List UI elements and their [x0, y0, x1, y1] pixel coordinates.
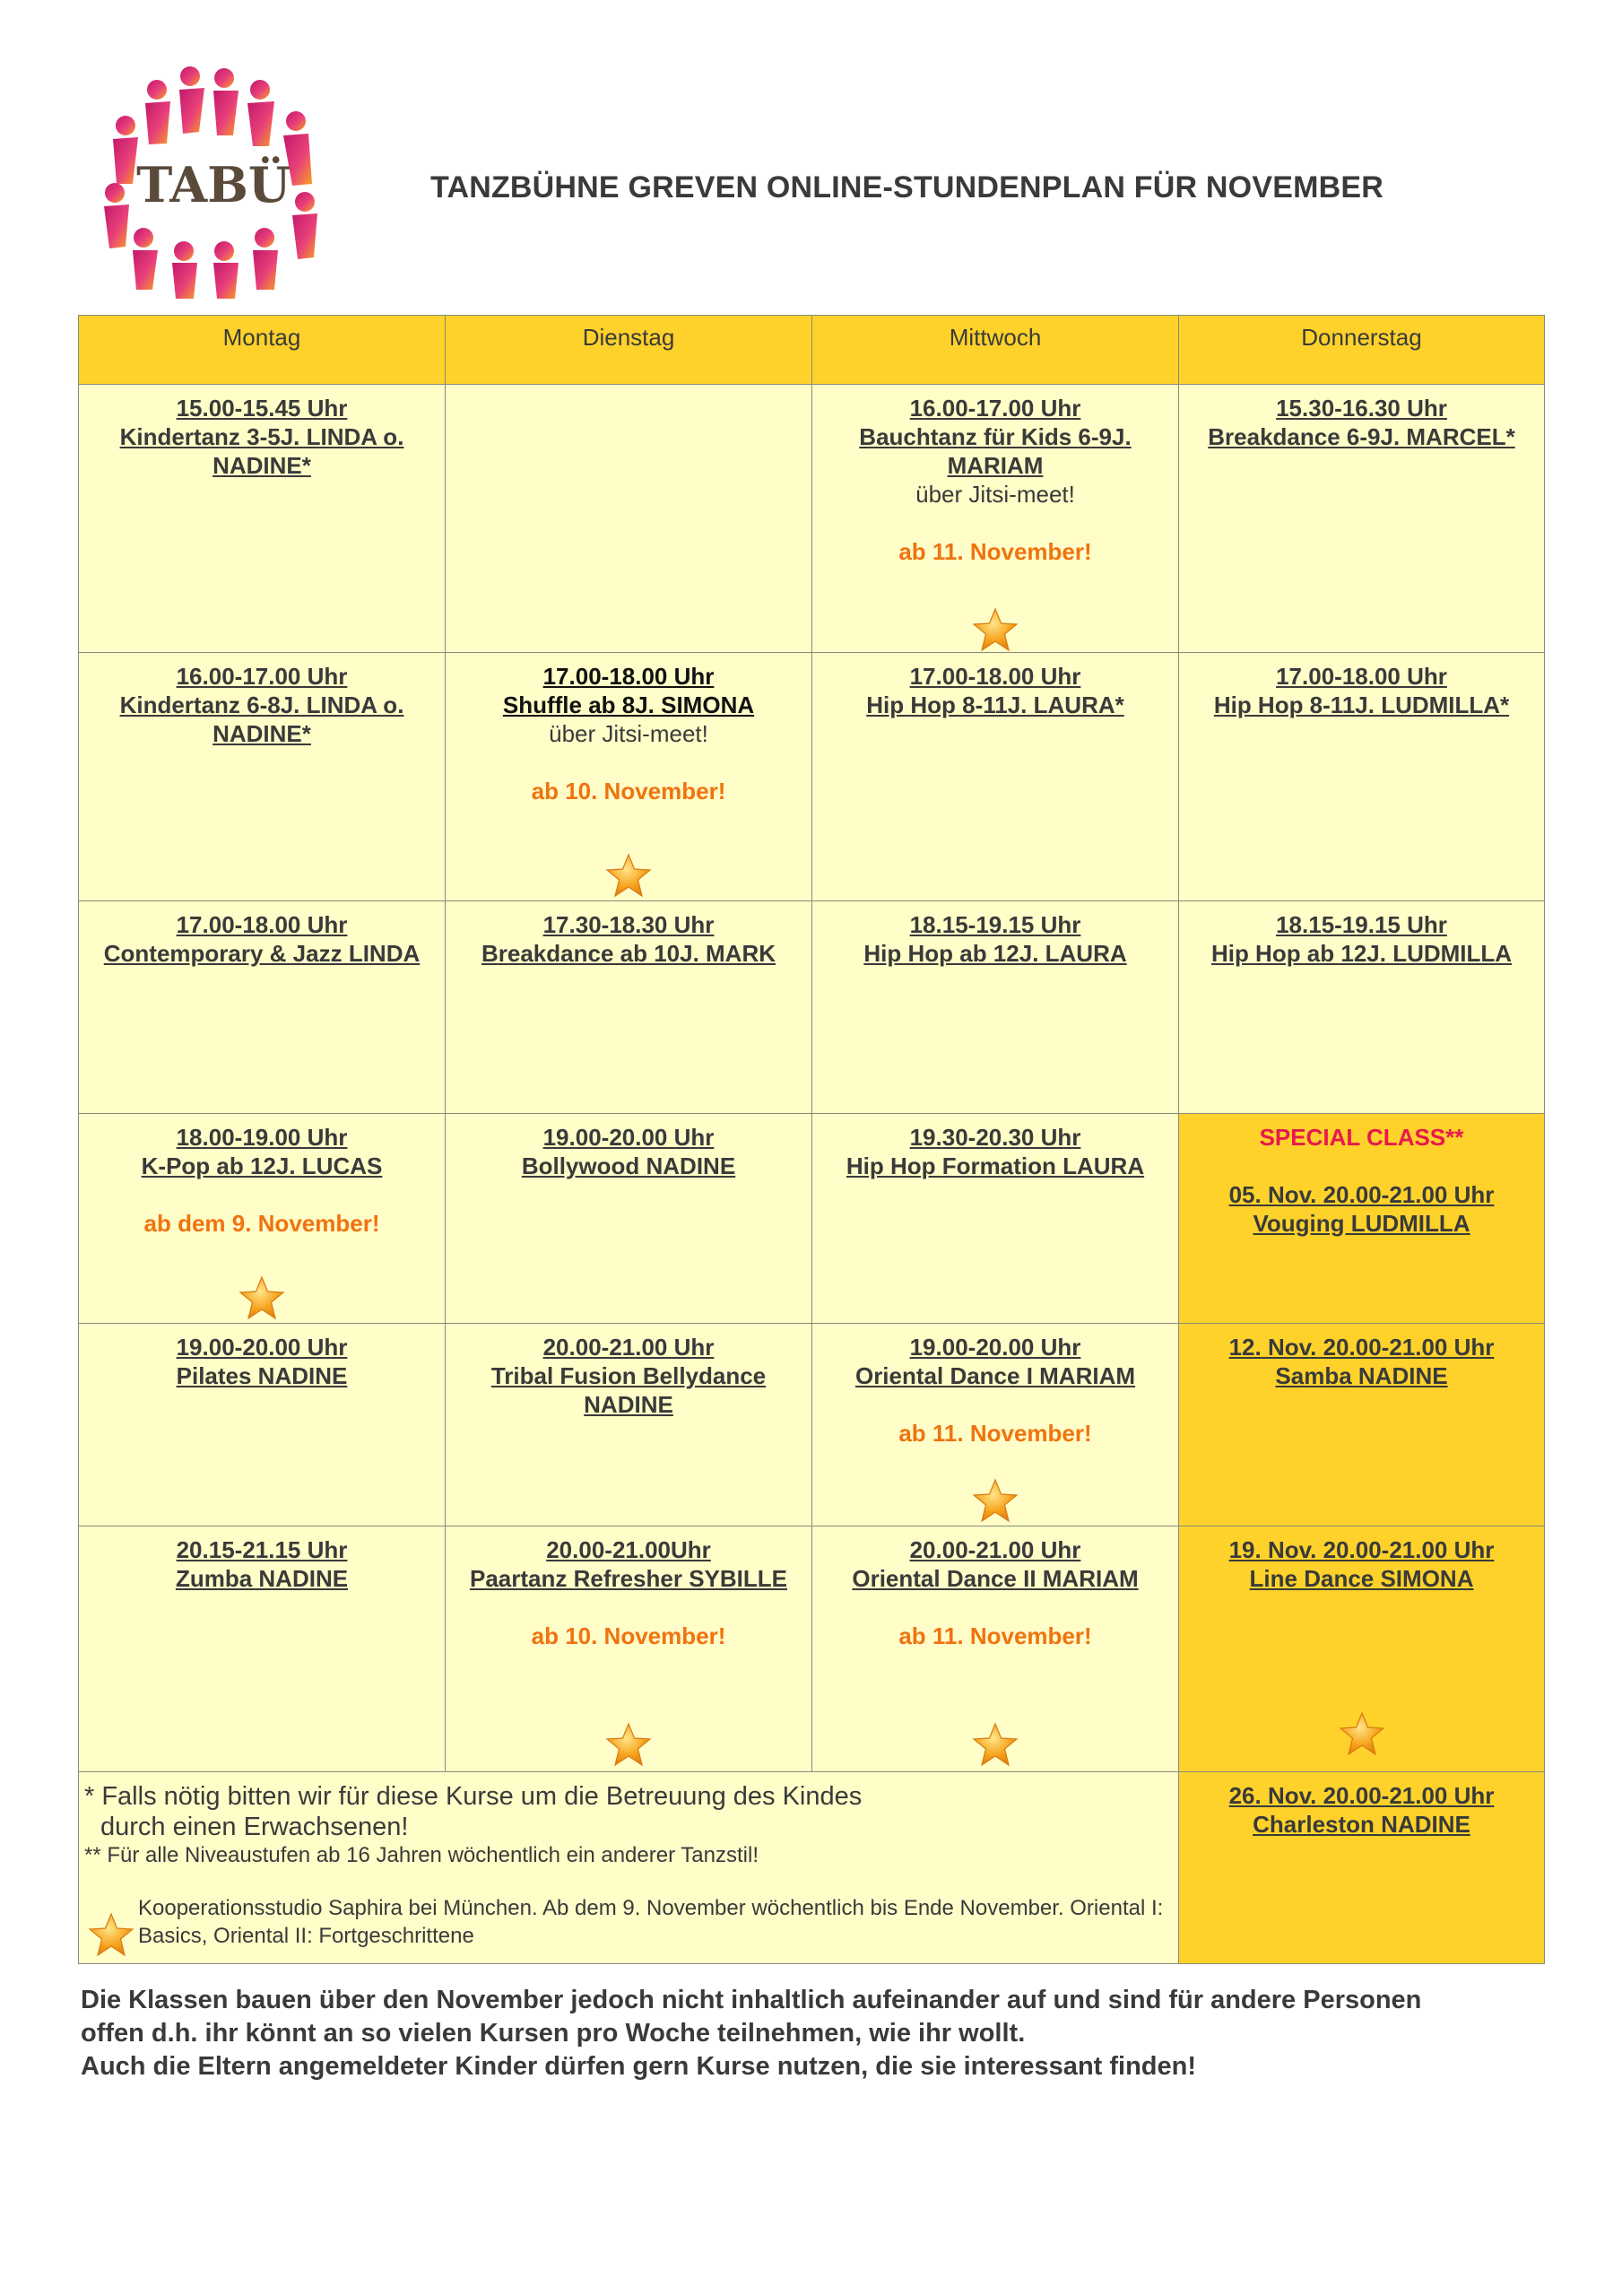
class-name: Breakdance 6-9J. MARCEL* [1208, 423, 1515, 450]
class-name: Tribal Fusion Bellydance NADINE [490, 1362, 767, 1418]
class-cell [812, 1526, 1179, 1772]
class-cell [812, 1324, 1179, 1526]
schedule-row [79, 1114, 1545, 1324]
footnote-asterisk-cont: durch einen Erwachsenen! [100, 1813, 409, 1841]
start-date: ab 11. November! [898, 1622, 1092, 1649]
star-icon [1339, 1711, 1385, 1756]
class-cell [1179, 1324, 1545, 1526]
header-row [79, 316, 1545, 385]
class-name: Hip Hop 8-11J. LAURA* [866, 691, 1124, 718]
class-cell [812, 1114, 1179, 1324]
class-cell [79, 1526, 446, 1772]
schedule-row [79, 653, 1545, 901]
class-name: Hip Hop Formation LAURA [846, 1152, 1145, 1179]
class-cell [446, 653, 812, 901]
star-icon [88, 1912, 134, 1957]
class-cell [1179, 385, 1545, 653]
class-name: Zumba NADINE [175, 1565, 349, 1592]
schedule-row [79, 385, 1545, 653]
day-header: Donnerstag [1179, 316, 1545, 385]
footnote-double-asterisk: ** Für alle Niveaustufen ab 16 Jahren wöchentlich ein anderer Tanzstil! [84, 1843, 759, 1867]
footer-row [79, 1772, 1545, 1964]
class-note: über Jitsi-meet! [915, 481, 1075, 508]
class-name: K-Pop ab 12J. LUCAS [141, 1152, 383, 1179]
schedule-table [78, 315, 1545, 1964]
class-cell [812, 653, 1179, 901]
class-time: 17.00-18.00 Uhr [542, 663, 715, 690]
class-name: Line Dance SIMONA [1249, 1565, 1474, 1592]
class-cell [446, 1526, 812, 1772]
schedule-row [79, 901, 1545, 1114]
star-footnote-text: Kooperationsstudio Saphira bei München. Ab dem 9. November wöchentlich bis Ende November. Oriental I: Basics, Oriental II: Fortgeschrittene [138, 1896, 1164, 1948]
class-cell [1179, 1772, 1545, 1964]
class-time: 19. Nov. 20.00-21.00 Uhr [1228, 1536, 1495, 1563]
class-cell [79, 901, 446, 1114]
class-cell [446, 1114, 812, 1324]
start-date: ab 11. November! [898, 1420, 1092, 1447]
class-time: 05. Nov. 20.00-21.00 Uhr [1228, 1181, 1495, 1208]
page-title: TANZBÜHNE GREVEN ONLINE-STUNDENPLAN FÜR NOVEMBER [430, 170, 1383, 204]
class-time: 17.00-18.00 Uhr [1276, 663, 1447, 690]
star-icon [605, 853, 652, 898]
day-header: Dienstag [446, 316, 812, 385]
star-icon [972, 1722, 1019, 1767]
class-name: Kindertanz 6-8J. LINDA o. NADINE* [119, 691, 404, 747]
class-time: 16.00-17.00 Uhr [909, 395, 1081, 422]
class-time: 18.15-19.15 Uhr [1276, 911, 1447, 938]
class-cell [79, 385, 446, 653]
class-time: 19.00-20.00 Uhr [909, 1334, 1081, 1361]
class-name: Bauchtanz für Kids 6-9J. MARIAM [859, 423, 1132, 479]
class-time: 19.00-20.00 Uhr [542, 1124, 715, 1151]
class-time: 20.00-21.00 Uhr [542, 1334, 715, 1361]
class-cell [1179, 653, 1545, 901]
class-name: Bollywood NADINE [521, 1152, 736, 1179]
star-footnote [84, 1894, 1173, 1950]
class-time: 20.00-21.00 Uhr [909, 1536, 1081, 1563]
info-line: Auch die Eltern angemeldeter Kinder dürfen gern Kurse nutzen, die sie interessant finden! [81, 2052, 1197, 2081]
class-cell [446, 901, 812, 1114]
class-name: Hip Hop ab 12J. LUDMILLA [1210, 940, 1513, 967]
class-name: Paartanz Refresher SYBILLE [469, 1565, 787, 1592]
class-name: Charleston NADINE [1253, 1811, 1470, 1838]
footnote-asterisk: * Falls nötig bitten wir für diese Kurse um die Betreuung des Kindes [84, 1782, 863, 1811]
class-time: 17.00-18.00 Uhr [909, 663, 1081, 690]
start-date: ab dem 9. November! [143, 1210, 380, 1237]
schedule-row [79, 1526, 1545, 1772]
class-time: 18.15-19.15 Uhr [909, 911, 1081, 938]
class-name: Oriental Dance II MARIAM [852, 1565, 1139, 1592]
class-time: 17.00-18.00 Uhr [176, 911, 348, 938]
dancers-logo-icon [90, 58, 336, 300]
class-cell [79, 653, 446, 901]
class-name: Pilates NADINE [176, 1362, 348, 1389]
schedule-row [79, 1324, 1545, 1526]
start-date: ab 10. November! [531, 778, 726, 804]
class-name: Breakdance ab 10J. MARK [481, 940, 776, 967]
class-time: 19.00-20.00 Uhr [176, 1334, 348, 1361]
info-line: Die Klassen bauen über den November jedoch nicht inhaltlich aufeinander auf und sind für andere Personen [81, 1986, 1422, 2014]
class-note: über Jitsi-meet! [549, 720, 708, 747]
class-time: 16.00-17.00 Uhr [176, 663, 348, 690]
class-time: 17.30-18.30 Uhr [542, 911, 715, 938]
class-cell [79, 1324, 446, 1526]
svg-text:TABÜ: TABÜ [136, 156, 291, 213]
special-class-label: SPECIAL CLASS** [1259, 1124, 1464, 1151]
tabu-logo [90, 58, 336, 300]
class-time: 20.15-21.15 Uhr [176, 1536, 348, 1563]
class-time: 26. Nov. 20.00-21.00 Uhr [1228, 1782, 1495, 1809]
class-time: 15.00-15.45 Uhr [176, 395, 348, 422]
class-cell [1179, 1114, 1545, 1324]
class-name: Shuffle ab 8J. SIMONA [502, 691, 755, 718]
footnotes [79, 1772, 1179, 1964]
class-time: 19.30-20.30 Uhr [909, 1124, 1081, 1151]
class-name: Contemporary & Jazz LINDA [103, 940, 421, 967]
class-time: 18.00-19.00 Uhr [176, 1124, 348, 1151]
class-time: 20.00-21.00Uhr [546, 1536, 711, 1563]
class-cell [446, 1324, 812, 1526]
day-header: Mittwoch [812, 316, 1179, 385]
class-time: 12. Nov. 20.00-21.00 Uhr [1228, 1334, 1495, 1361]
class-time: 15.30-16.30 Uhr [1276, 395, 1447, 422]
class-name: Samba NADINE [1275, 1362, 1448, 1389]
class-cell [1179, 1526, 1545, 1772]
class-name: Hip Hop 8-11J. LUDMILLA* [1213, 691, 1510, 718]
class-cell [446, 385, 812, 653]
star-icon [972, 607, 1019, 652]
class-cell [1179, 901, 1545, 1114]
info-line: offen d.h. ihr könnt an so vielen Kursen pro Woche teilnehmen, wie ihr wollt. [81, 2019, 1026, 2048]
class-name: Vouging LUDMILLA [1253, 1210, 1470, 1237]
day-header: Montag [79, 316, 446, 385]
start-date: ab 11. November! [898, 538, 1092, 565]
class-name: Kindertanz 3-5J. LINDA o. NADINE* [119, 423, 404, 479]
class-cell [79, 1114, 446, 1324]
start-date: ab 10. November! [531, 1622, 726, 1649]
star-icon [605, 1722, 652, 1767]
info-text [81, 1984, 1551, 2083]
class-cell [812, 385, 1179, 653]
star-icon [972, 1478, 1019, 1523]
class-name: Oriental Dance I MARIAM [854, 1362, 1136, 1389]
class-name: Hip Hop ab 12J. LAURA [863, 940, 1127, 967]
star-icon [239, 1275, 285, 1320]
class-cell [812, 901, 1179, 1114]
